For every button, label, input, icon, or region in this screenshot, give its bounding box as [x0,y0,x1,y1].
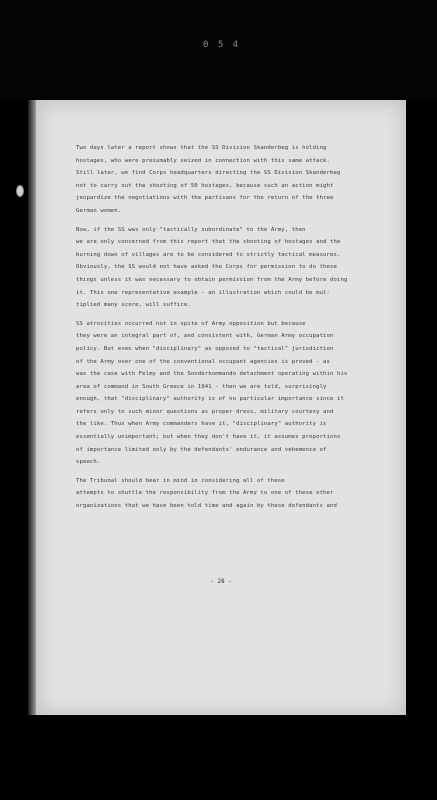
document-body [76,142,398,519]
document-page [36,100,406,715]
film-frame-bottom [0,715,437,800]
paragraph-1: Two days later a report shows that the SS Division Skanderbeg is holding hostages, who were presumably seized in connection with this same attack. Still later, we find Corps headquarters directing the SS Division Skanderbeg not to carry out the shooting of 50 hostages, because such an action might jeopardize the negotiations with the partisans for the return of the three German women. [76,145,341,214]
paragraph-4: The Tribunal should bear in mind in considering all of these attempts to shuttle the responsibility from the Army to one of these other organizations that we have been told time and again by these defendants and [76,477,337,510]
film-frame-top [0,0,437,100]
film-frame-number: 0 5 4 [203,40,241,50]
paragraph-2: Now, if the SS was only "tactically subordinate" to the Army, then we are only concerned from this report that the shooting of hostages and the burning down of villages are to be considered to strictly tactical measures. Obviously, the SS would not have asked the Corps for permission to do these things unless it was necessary to obtain permission from the Army before doing it. This one representative example - an illustration which could be mul- tiplied many score, will suffice. [76,226,348,309]
page-number: - 28 - [210,578,232,585]
binding-hole [16,185,24,197]
paragraph-3: SS atrocities occurred not in spite of Army opposition but because they were an integral part of, and consistent with, German Army occupation policy. But even when "disciplinary" as opposed to "tactical" jurisdiction of the Army over one of the conventional occupant agencies is proved - as was the case with Felmy and the Sonderkommando detachment operating within his area of command in South Greece in 1941 - then we are told, surprisingly enough, that "disciplinary" authority is of no particular importance since it refers only to such minor questions as proper dress, military courtesy and the like. Thus when Army commanders have it, "disciplinary" authority is essentially unimportant; but when they don't have it, it assumes proportions of importance limited only by the defendants' endurance and vehemence of speech. [76,320,348,466]
